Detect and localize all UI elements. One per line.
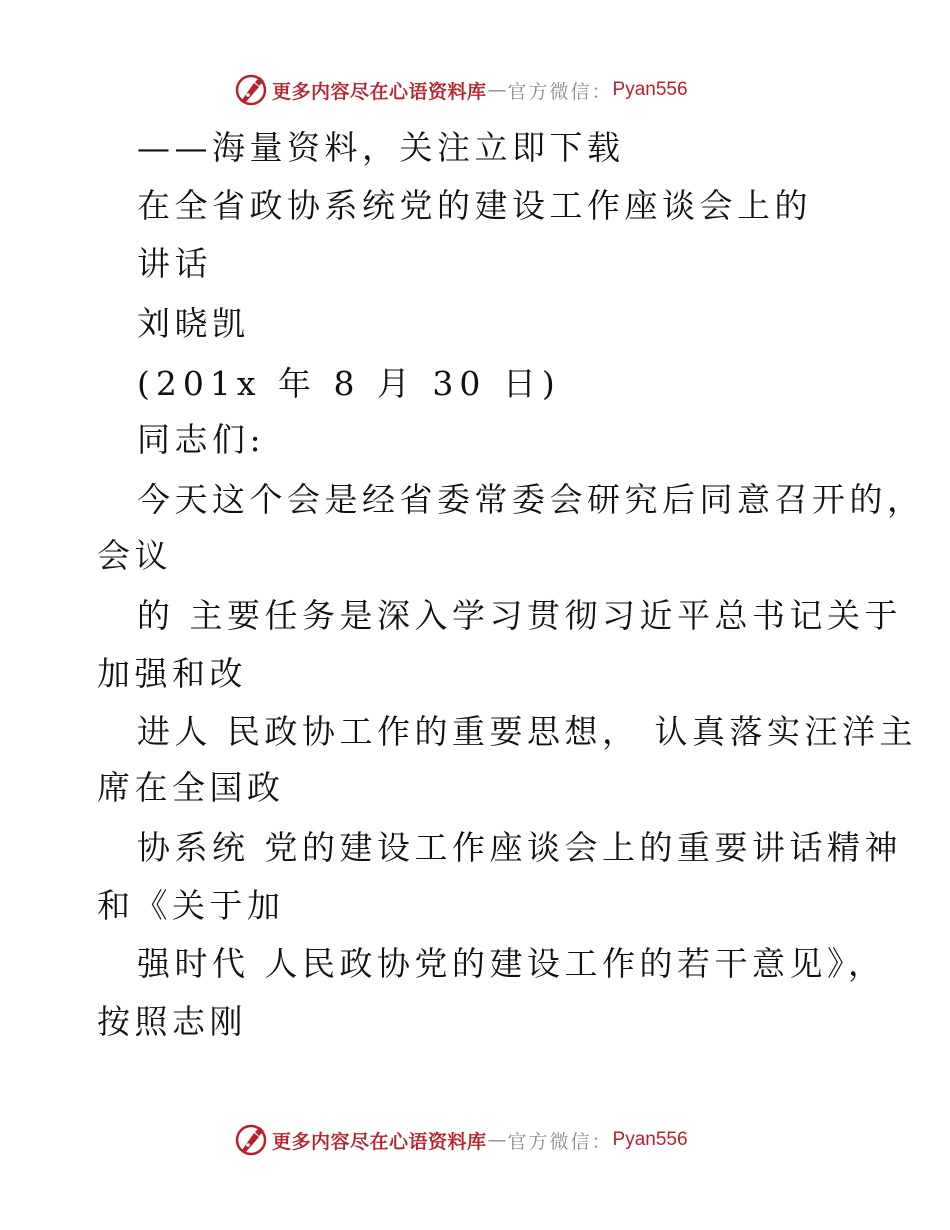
- footer-banner: [234, 1122, 688, 1158]
- salutation: 同志们:: [137, 420, 266, 459]
- title-line-2: 讲话: [137, 244, 212, 283]
- author-name: 刘晓凯: [137, 304, 250, 343]
- paragraph-line: 和《关于加: [97, 886, 285, 925]
- banner-dash: —: [487, 1129, 507, 1151]
- banner-dash: —: [487, 79, 507, 101]
- paragraph-line: 协系统 党的建设工作座谈会上的重要讲话精神: [137, 828, 902, 867]
- paragraph-line: 会议: [97, 536, 172, 575]
- banner-wechat-id: Pyan556: [612, 79, 688, 100]
- banner-wechat-id: Pyan556: [612, 1129, 688, 1150]
- paragraph-line: 进人 民政协工作的重要思想， 认真落实汪洋主: [137, 712, 917, 751]
- banner-wechat-label: 官方微信：: [507, 80, 613, 103]
- pen-nib-logo-icon: [234, 1123, 268, 1157]
- speech-date: (201x 年 8 月 30 日): [137, 364, 561, 403]
- paragraph-line: 的 主要任务是深入学习贯彻习近平总书记关于: [137, 596, 902, 635]
- banner-site-text: 更多内容尽在心语资料库: [272, 80, 487, 103]
- header-banner: [234, 72, 688, 108]
- paragraph-line: 席在全国政: [97, 768, 285, 807]
- banner-wechat-label: 官方微信：: [507, 1130, 613, 1153]
- title-line-1: 在全省政协系统党的建设工作座谈会上的: [137, 186, 812, 225]
- banner-site-text: 更多内容尽在心语资料库: [272, 1130, 487, 1153]
- pen-nib-logo-icon: [234, 73, 268, 107]
- paragraph-line: 加强和改: [97, 654, 247, 693]
- paragraph-line: 今天这个会是经省委常委会研究后同意召开的，: [137, 480, 925, 519]
- promo-line: ——海量资料，关注立即下载: [137, 128, 625, 167]
- paragraph-line: 强时代 人民政协党的建设工作的若干意见》，: [137, 944, 886, 983]
- paragraph-line: 按照志刚: [97, 1002, 247, 1041]
